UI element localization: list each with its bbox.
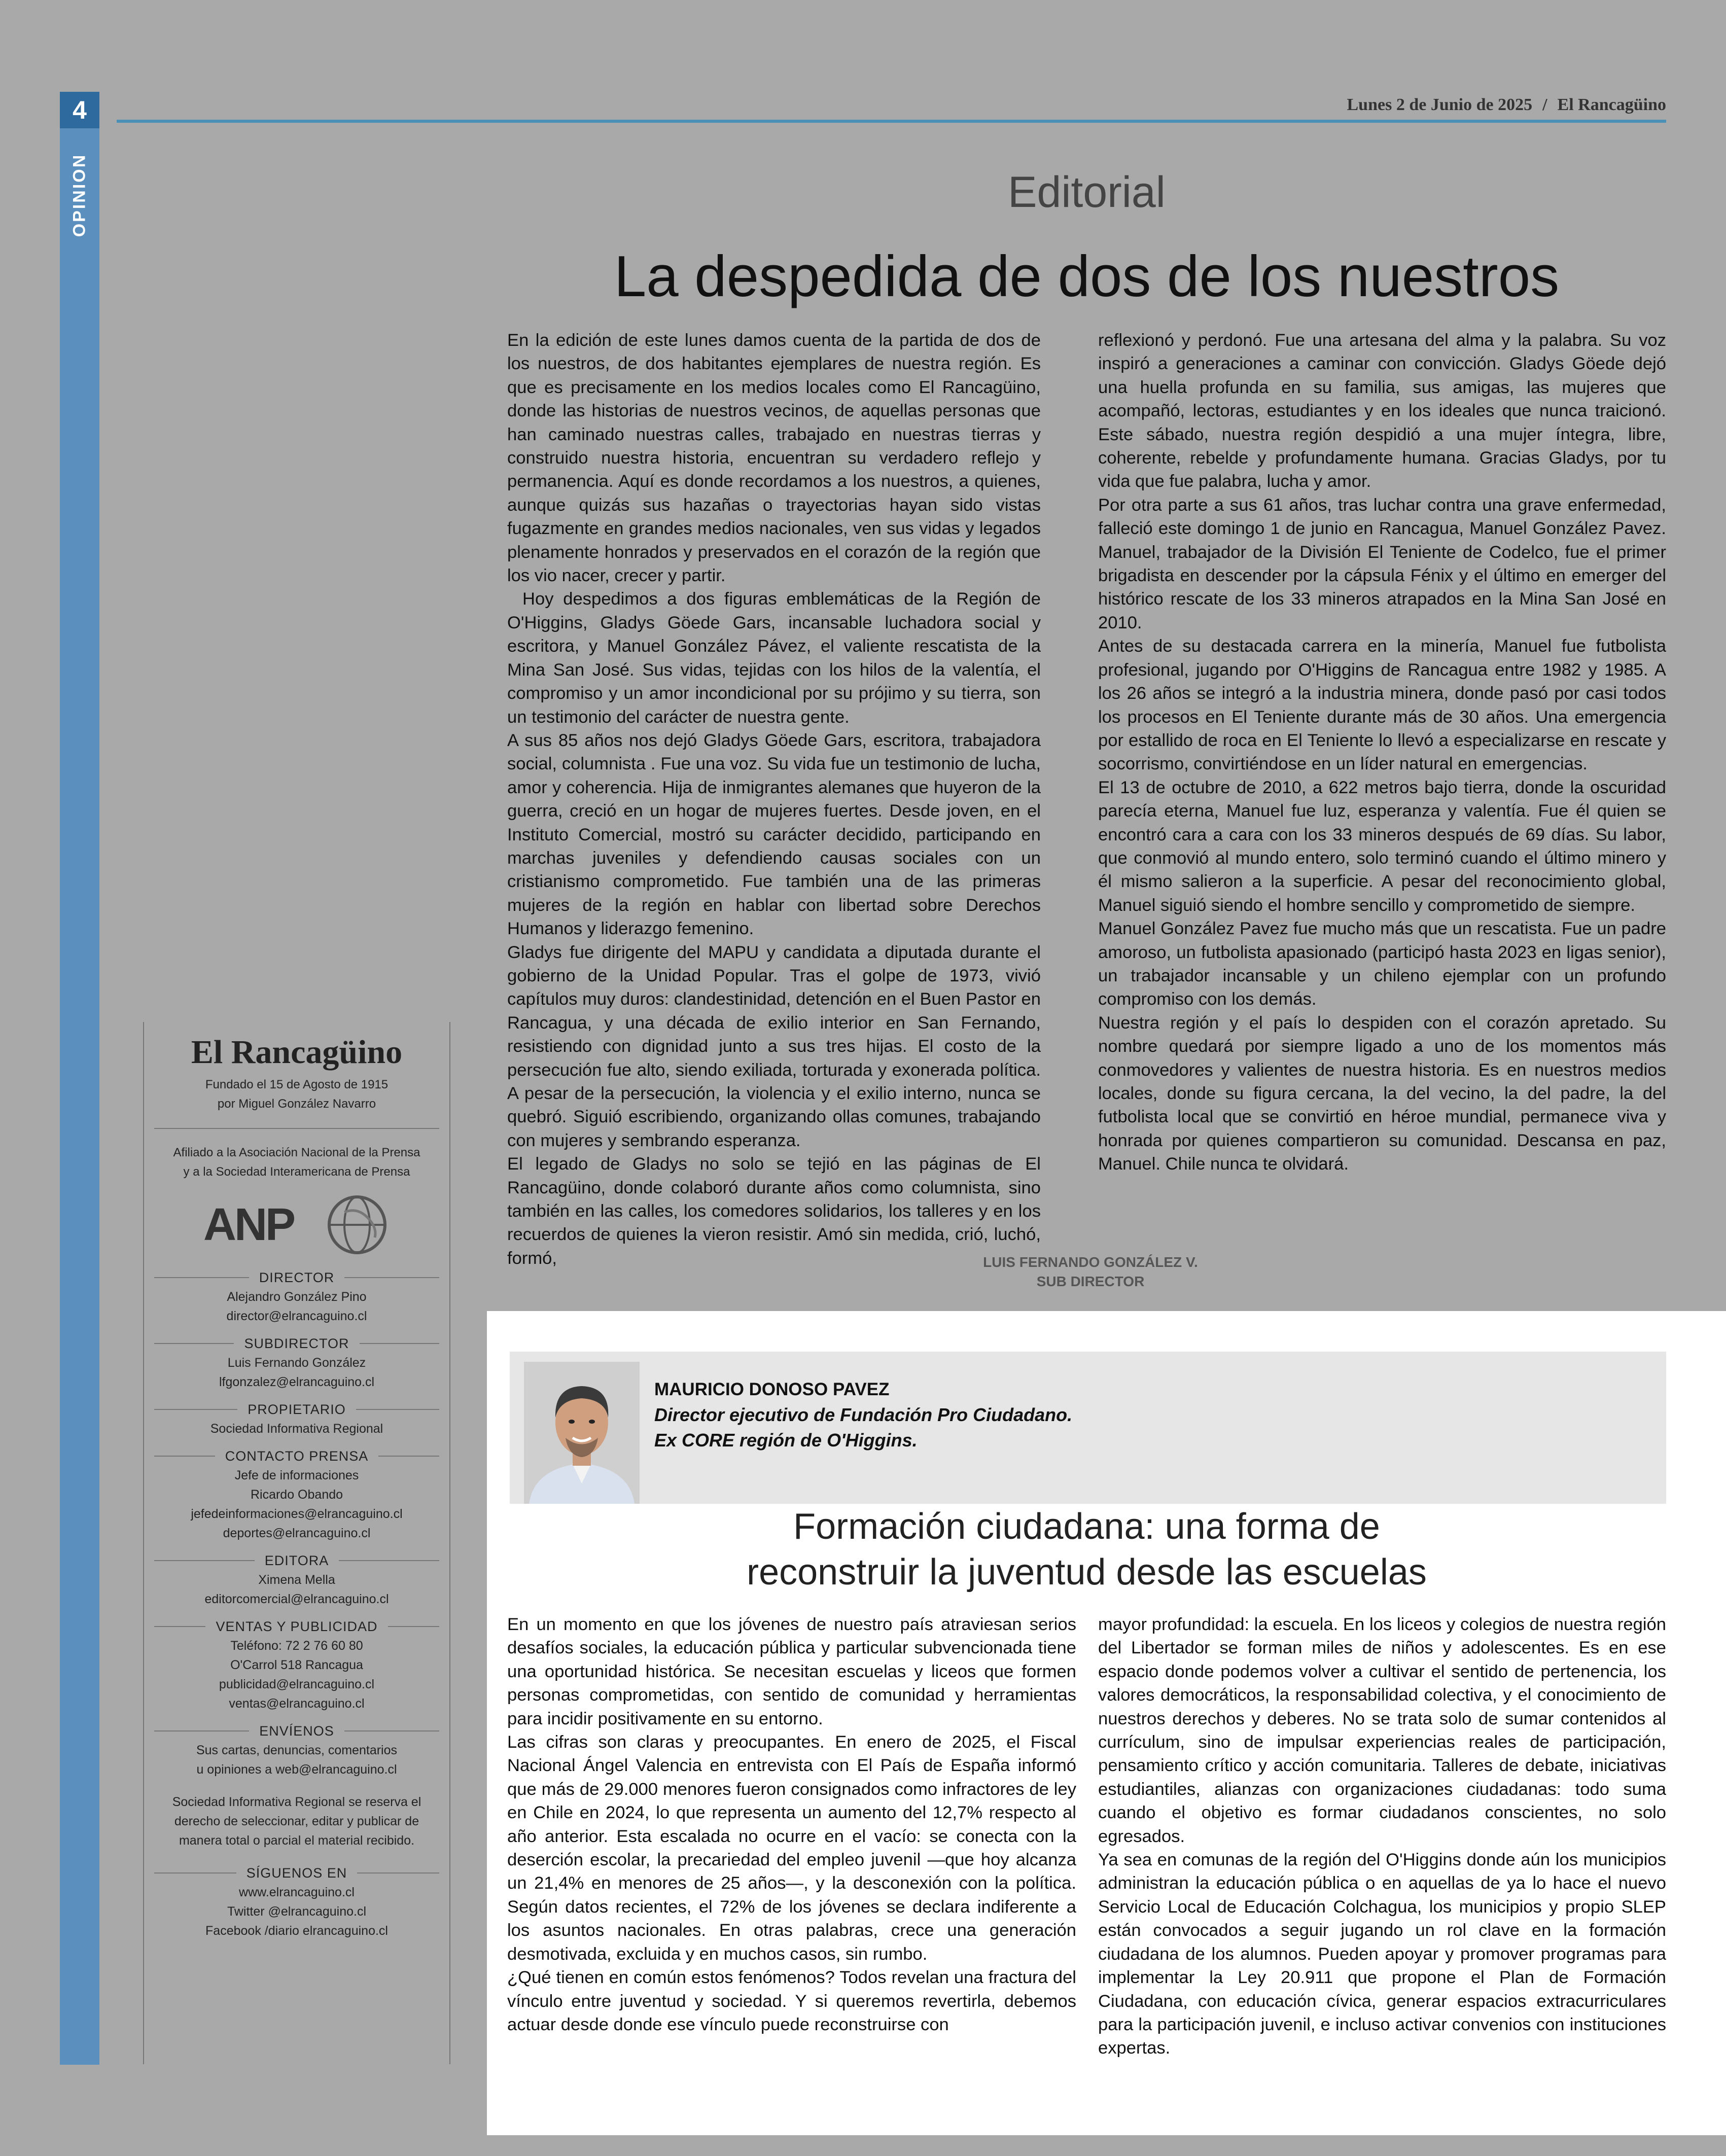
editorial-paragraph: Gladys fue dirigente del MAPU y candidata a diputada durante el gobierno de la Unidad Popular. Tras el golpe de 1973, vivió capítulos muy duros: clandestinidad, detención en el Buen Pastor en Rancagua, y una década de exilio interior en San Fernando, resistiendo con dignidad junto a sus tres hijas. El costo de la persecución fue alto, siendo exiliada, torturada y exonerada política. A pesar de la persecución, la violencia y el exilio interno, nunca se quebró. Siguió escribiendo, organizando ollas comunes, trabajando con mujeres y sembrando esperanza.: [507, 942, 1041, 1150]
author-info: [654, 1377, 1072, 1453]
opinion-paragraph: mayor profundidad: la escuela. En los liceos y colegios de nuestra región del Libertador se forman miles de niños y adolescentes. Es en ese espacio donde podemos volver a cultivar el sentido de pertenencia, los valores democráticos, la responsabilidad colectiva, y el conocimiento de nuestros derechos y deberes. No se trata solo de sumar contenidos al currículum, sino de impulsar experiencias reales de participación, pensamiento crítico y acción comunitaria. Talleres de debate, iniciativas estudiantiles, alianzas con organizaciones ciudadanas: todo suma cuando el objetivo es formar ciudadanos conscientes, no solo egresados.: [1098, 1615, 1666, 1846]
reserve-notice: [144, 1792, 449, 1850]
editorial-paragraph: El 13 de octubre de 2010, a 622 metros bajo tierra, donde la oscuridad parecía eterna, Manuel fue luz, esperanza y valentía. Fue él quien se encontró cara a cara con los 33 mineros después de 69 días. Su labor, que conmovió al mundo entero, solo terminó cuando el último minero y él mismo salieron a la superficie. A pesar del reconocimiento global, Manuel siguió siendo el hombre sencillo y comprometido de siempre.: [1098, 777, 1666, 915]
header-dateline: [1347, 95, 1667, 115]
masthead-founded: Fundado el 15 de Agosto de 1915: [205, 1078, 389, 1091]
subdirector-email: lfgonzalez@elrancaguino.cl: [219, 1375, 375, 1389]
director-email: director@elrancaguino.cl: [226, 1309, 367, 1323]
subdirector-name: Luis Fernando González: [227, 1356, 366, 1370]
author-role: Director ejecutivo de Fundación Pro Ciudadano.: [654, 1404, 1073, 1425]
editorial-column-right: [1098, 329, 1666, 1176]
opinion-title-line: reconstruir la juventud desde las escuelas: [747, 1552, 1427, 1593]
website: www.elrancaguino.cl: [239, 1885, 355, 1899]
editorial-column-left: [507, 329, 1041, 1270]
masthead-logos: [144, 1182, 449, 1268]
director-block: [144, 1268, 449, 1326]
signature-role: SUB DIRECTOR: [1036, 1274, 1145, 1289]
section-label-text: OPINION: [69, 153, 89, 237]
author-photo: [524, 1362, 640, 1504]
masthead-paper-name: El Rancagüino: [191, 1034, 403, 1071]
reserve-line: manera total o parcial el material recibido.: [179, 1833, 415, 1848]
opinion-paragraph: ¿Qué tienen en común estos fenómenos? Todos revelan una fractura del vínculo entre juventud y sociedad. Y si queremos revertirla, debemos actuar desde donde ese vínculo puede reconstruirse con: [507, 1968, 1076, 2034]
editorial-paragraph: Manuel González Pavez fue mucho más que un rescatista. Fue un padre amoroso, un futbolista apasionado (participó hasta 2023 en ligas senior), un trabajador incansable y un chileno ejemplar con un profundo compromiso con los demás.: [1098, 919, 1666, 1009]
sales-label: VENTAS Y PUBLICIDAD: [144, 1617, 449, 1636]
facebook-handle: Facebook /diario elrancaguino.cl: [205, 1924, 388, 1938]
editor-block: [144, 1551, 449, 1609]
opinion-paragraph: Las cifras son claras y preocupantes. En enero de 2025, el Fiscal Nacional Ángel Valencia en entrevista con El País de España informó que más de 29.000 menores fueron consignados como infractores de ley en Chile en 2024, lo que representa un aumento del 12,7% respecto al año anterior. Esta escalada no ocurre en el vacío: se conecta con la deserción escolar, la precariedad del empleo juvenil —que hoy alcanza un 21,4% en menores de 25 años—, y la desconexión con la política. Según datos recientes, el 72% de los jóvenes se declara indiferente a los asuntos nacionales. En otras palabras, crece una generación desmotivada, excluida y en muchos casos, sin rumbo.: [507, 1733, 1076, 1964]
opinion-column-left: [507, 1613, 1076, 2036]
director-label: DIRECTOR: [144, 1268, 449, 1287]
editorial-headline: La despedida de dos de los nuestros: [614, 244, 1560, 309]
send-line: Sus cartas, denuncias, comentarios: [196, 1743, 398, 1757]
opinion-column-right: [1098, 1613, 1666, 2060]
subdirector-block: [144, 1334, 449, 1392]
follow-block: [144, 1863, 449, 1940]
owner-label: PROPIETARIO: [144, 1400, 449, 1419]
anp-logo: ANP: [203, 1199, 294, 1250]
sales-phone: Teléfono: 72 2 76 60 80: [230, 1639, 363, 1653]
press-role: Jefe de informaciones: [234, 1468, 359, 1482]
follow-label: SÍGUENOS EN: [144, 1863, 449, 1883]
ads-email: publicidad@elrancaguino.cl: [219, 1677, 375, 1691]
opinion-title-line: Formación ciudadana: una forma de: [793, 1506, 1380, 1547]
reserve-line: Sociedad Informativa Regional se reserva el: [172, 1795, 421, 1809]
owner-block: [144, 1400, 449, 1438]
sales-block: [144, 1617, 449, 1713]
editorial-paragraph: Nuestra región y el país lo despiden con el corazón apretado. Su nombre quedará por siempre ligado a uno de los momentos más conmovedores y valientes de nuestra historia. Es en nuestros medios locales, donde su figura cercana, la del vecino, la del padre, la del futbolista local que se convirtió en héroe mundial, permanece viva y honrada por quienes compartieron su comunidad. Descansa en paz, Manuel. Chile nunca te olvidará.: [1098, 1013, 1666, 1174]
editorial-paragraph: En la edición de este lunes damos cuenta de la partida de dos de los nuestros, de dos habitantes ejemplares de nuestra región. Es que es precisamente en los medios locales como El Rancagüino, donde las historias de nuestros vecinos, de aquellas personas que han caminado nuestras calles, trabajado en nuestras tierras y construido nuestra historia, encuentran su verdadero reflejo y permanencia. Aquí es donde recordamos a los nuestros, a quienes, aunque quizás sus hazañas o trayectorias hayan sido vistas fugazmente en grandes medios nacionales, ven sus vidas y legados plenamente honrados y preservados en el corazón de la región que los vio nacer, crecer y partir.: [507, 331, 1041, 586]
masthead-box: [143, 1022, 450, 2064]
sales-address: O'Carrol 518 Rancagua: [230, 1658, 363, 1672]
opinion-paragraph: En un momento en que los jóvenes de nuestro país atraviesan serios desafíos sociales, la educación pública y particular subvencionada tiene una oportunidad histórica. Se necesitan escuelas y liceos que formen personas comprometidas, con sentido de comunidad y herramientas para incidir positivamente en su entorno.: [507, 1615, 1076, 1728]
author-role: Ex CORE región de O'Higgins.: [654, 1430, 918, 1451]
editorial-signature: [883, 1253, 1298, 1291]
send-block: [144, 1721, 449, 1779]
editorial-paragraph: Antes de su destacada carrera en la minería, Manuel fue futbolista profesional, jugando por O'Higgins de Rancagua entre 1982 y 1985. A los 26 años se integró a la industria minera, donde pasó por casi todos los procesos en El Teniente durante más de 30 años. Una emergencia por estallido de roca en El Teniente lo llevó a especializarse en rescate y socorrismo, convirtiéndose en un líder natural en emergencias.: [1098, 637, 1666, 774]
editorial-paragraph: A sus 85 años nos dejó Gladys Göede Gars, escritora, trabajadora social, columnista . Fue una voz. Su vida fue un testimonio de lucha, amor y coherencia. Hija de inmigrantes alemanes que huyeron de la guerra, creció en un hogar de mujeres fuertes. Desde joven, en el Instituto Comercial, mostró su carácter decidido, participando en marchas juveniles y defendiendo causas sociales con un cristianismo comprometido. Fue también una de las primeras mujeres de la región en hablar con libertad sobre Derechos Humanos y liderazgo femenino.: [507, 730, 1041, 939]
masthead-founder: por Miguel González Navarro: [217, 1097, 376, 1111]
issue-date: Lunes 2 de Junio de 2025: [1347, 95, 1533, 114]
owner-name: Sociedad Informativa Regional: [210, 1422, 383, 1436]
page-number: 4: [60, 92, 99, 128]
editorial-paragraph: Hoy despedimos a dos figuras emblemáticas de la Región de O'Higgins, Gladys Göede Gars, incansable luchadora social y escritora, y Manuel González Pávez, el valiente rescatista de la Mina San José. Sus vidas, tejidas con los hilos de la valentía, el compromiso y un amor incondicional por su prójimo y su tierra, son un testimonio del carácter de nuestra gente.: [507, 589, 1041, 727]
send-line: u opiniones a web@elrancaguino.cl: [196, 1762, 397, 1777]
editorial-paragraph: Por otra parte a sus 61 años, tras luchar contra una grave enfermedad, falleció este domingo 1 de junio en Rancagua, Manuel González Pavez. Manuel, trabajador de la División El Teniente de Codelco, fue el primer brigadista en descender por la cápsula Fénix y el último en emerger del histórico rescate de los 33 mineros atrapados en la Mina San José en 2010.: [1098, 495, 1666, 632]
subdirector-label: SUBDIRECTOR: [144, 1334, 449, 1353]
editor-email: editorcomercial@elrancaguino.cl: [204, 1592, 389, 1606]
sip-globe-logo: [324, 1192, 390, 1258]
press-contact-label: CONTACTO PRENSA: [144, 1446, 449, 1466]
editor-label: EDITORA: [144, 1551, 449, 1570]
press-name: Ricardo Obando: [250, 1488, 343, 1502]
opinion-paragraph: Ya sea en comunas de la región del O'Higgins donde aún los municipios administran la educación pública o en aquellas de ya lo hace el nuevo Servicio Local de Educación Colchagua, los municipios y propio SLEP están convocados a seguir jugando un rol clave en la formación ciudadana de los alumnos. Pueden apoyar y promover programas para implementar la Ley 20.911 que propone el Plan de Formación Ciudadana, con educación cívica, generar espacios extracurriculares para la participación juvenil, e incluso activar convenios con instituciones expertas.: [1098, 1850, 1666, 2058]
director-name: Alejandro González Pino: [227, 1290, 367, 1304]
twitter-handle: Twitter @elrancaguino.cl: [227, 1904, 367, 1919]
masthead-affiliation: y a la Sociedad Interamericana de Prensa: [183, 1165, 410, 1179]
editorial-paragraph: El legado de Gladys no solo se tejió en las páginas de El Rancagüino, donde colaboró durante años como columnista, sino también en las calles, los comedores solidarios, los talleres y en los recuerdos de quienes la vieron resistir. Amó sin medida, crió, luchó, formó,: [507, 1154, 1041, 1268]
reserve-line: derecho de seleccionar, editar y publicar de: [174, 1814, 419, 1828]
send-label: ENVÍENOS: [144, 1721, 449, 1741]
sports-email: deportes@elrancaguino.cl: [223, 1526, 371, 1540]
header-newspaper-name: El Rancagüino: [1557, 95, 1666, 114]
press-email: jefedeinformaciones@elrancaguino.cl: [191, 1507, 403, 1521]
section-label: [60, 147, 99, 243]
section-sidebar: [60, 92, 99, 2065]
header-separator: /: [1542, 95, 1547, 114]
header-rule: [117, 120, 1666, 123]
editorial-section-title: Editorial: [1008, 168, 1166, 217]
opinion-title: [507, 1504, 1666, 1595]
sales-email: ventas@elrancaguino.cl: [229, 1696, 365, 1711]
editorial-paragraph: reflexionó y perdonó. Fue una artesana del alma y la palabra. Su voz inspiró a generaciones a caminar con convicción. Gladys Göede dejó una huella profunda en su familia, sus amigas, las mujeres que acompañó, lectoras, estudiantes y en los ideales que nunca traicionó. Este sábado, nuestra región despidió a una mujer íntegra, libre, coherente, rebelde y profundamente humana. Gracias Gladys, por tu vida que fue palabra, lucha y amor.: [1098, 331, 1666, 491]
press-contact-block: [144, 1446, 449, 1543]
masthead-affiliation: Afiliado a la Asociación Nacional de la Prensa: [173, 1146, 420, 1159]
signature-name: LUIS FERNANDO GONZÁLEZ V.: [983, 1254, 1198, 1270]
editor-name: Ximena Mella: [258, 1573, 335, 1587]
author-name: MAURICIO DONOSO PAVEZ: [654, 1380, 890, 1399]
masthead-divider: [154, 1128, 439, 1129]
